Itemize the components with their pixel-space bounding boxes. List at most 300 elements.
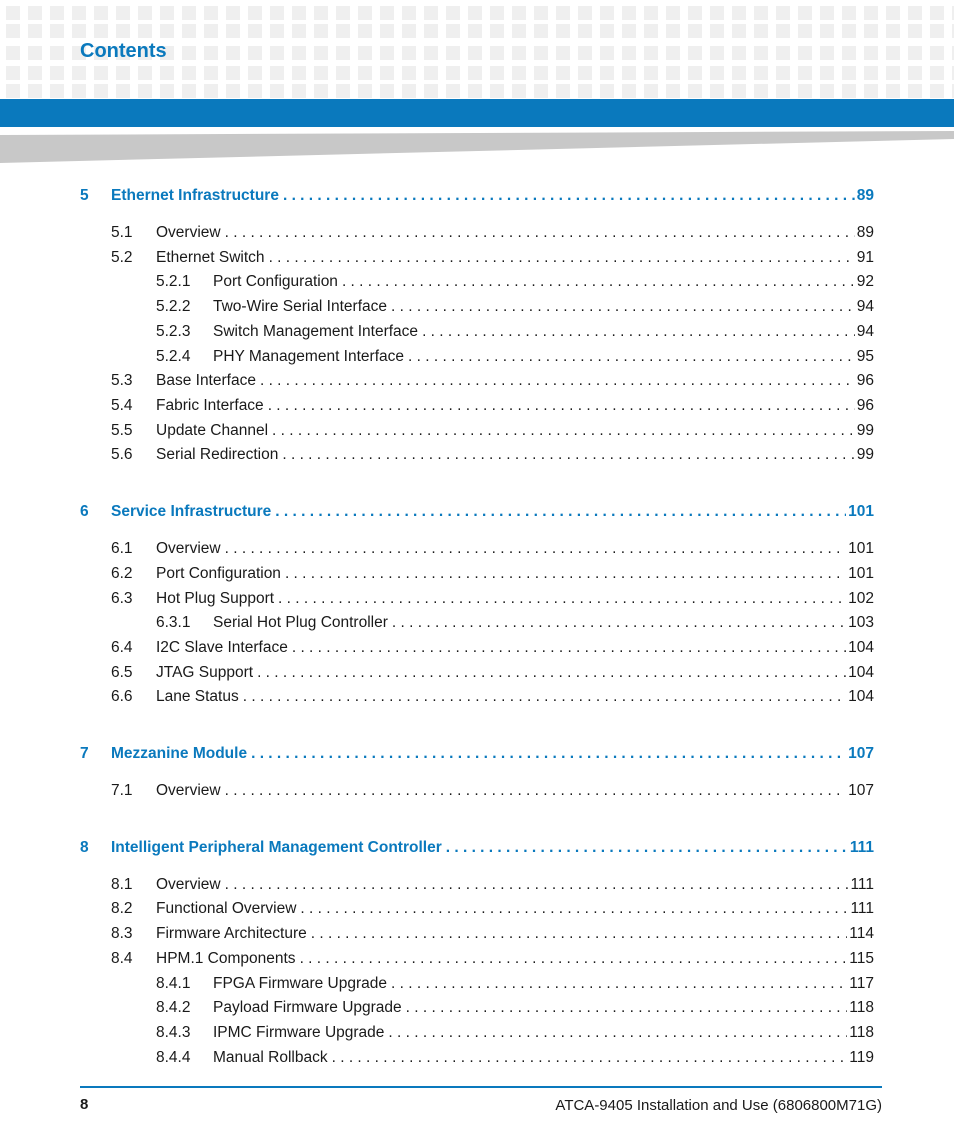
pattern-cell — [270, 46, 284, 60]
pattern-cell — [666, 24, 680, 38]
pattern-cell — [578, 6, 592, 20]
toc-entry[interactable] — [156, 1047, 874, 1069]
pattern-cell — [402, 66, 416, 80]
toc-label[interactable]: Overview — [156, 876, 221, 893]
pattern-cell — [490, 6, 504, 20]
pattern-cell — [644, 84, 658, 98]
pattern-cell — [644, 24, 658, 38]
pattern-cell — [380, 84, 394, 98]
page-title: Contents — [80, 40, 167, 62]
pattern-cell — [534, 6, 548, 20]
toc-entry[interactable] — [156, 1022, 874, 1044]
pattern-cell — [248, 66, 262, 80]
toc-page-number[interactable]: 102 — [848, 590, 874, 607]
toc-leader — [282, 444, 854, 466]
pattern-cell — [182, 84, 196, 98]
toc-label[interactable]: Overview — [156, 782, 221, 799]
pattern-cell — [182, 6, 196, 20]
toc-page-number[interactable]: 118 — [849, 999, 874, 1016]
toc-number: 6.3 — [111, 590, 133, 607]
toc-label[interactable]: Two-Wire Serial Interface — [213, 298, 387, 315]
pattern-cell — [424, 84, 438, 98]
pattern-cell — [490, 84, 504, 98]
pattern-cell — [116, 66, 130, 80]
pattern-cell — [490, 66, 504, 80]
toc-number: 5.2.3 — [156, 323, 191, 340]
pattern-cell — [446, 66, 460, 80]
pattern-cell — [160, 66, 174, 80]
pattern-cell — [776, 84, 790, 98]
pattern-cell — [798, 6, 812, 20]
toc-leader — [391, 973, 847, 995]
pattern-cell — [138, 66, 152, 80]
toc-page-number[interactable]: 115 — [849, 950, 874, 967]
pattern-cell — [886, 84, 900, 98]
toc-label[interactable]: Serial Hot Plug Controller — [213, 614, 388, 631]
pattern-cell — [402, 6, 416, 20]
pattern-cell — [754, 66, 768, 80]
pattern-cell — [820, 24, 834, 38]
toc-page-number[interactable]: 96 — [856, 372, 874, 389]
pattern-cell — [292, 46, 306, 60]
toc-page-number[interactable]: 114 — [849, 925, 874, 942]
toc-entry[interactable] — [111, 637, 874, 659]
toc-page-number[interactable]: 104 — [848, 664, 874, 681]
toc-number: 8.4.3 — [156, 1024, 191, 1041]
pattern-cell — [578, 66, 592, 80]
pattern-cell — [138, 24, 152, 38]
toc-page-number[interactable]: 117 — [849, 975, 874, 992]
toc-leader — [391, 296, 855, 318]
pattern-cell — [534, 46, 548, 60]
pattern-cell — [72, 6, 86, 20]
toc-entry[interactable] — [111, 588, 874, 610]
toc-number: 8.4.4 — [156, 1049, 191, 1066]
toc-entry[interactable] — [80, 743, 874, 765]
pattern-cell — [776, 6, 790, 20]
pattern-cell — [842, 84, 856, 98]
toc-label[interactable]: I2C Slave Interface — [156, 639, 288, 656]
toc-leader — [300, 948, 848, 970]
pattern-cell — [292, 66, 306, 80]
pattern-cell — [28, 24, 42, 38]
pattern-cell — [930, 84, 944, 98]
pattern-cell — [556, 24, 570, 38]
pattern-cell — [402, 24, 416, 38]
pattern-cell — [754, 24, 768, 38]
toc-page-number[interactable]: 104 — [848, 639, 874, 656]
toc-leader — [408, 346, 855, 368]
toc-entry[interactable] — [80, 185, 874, 207]
pattern-cell — [688, 6, 702, 20]
pattern-cell — [798, 66, 812, 80]
toc-page-number[interactable]: 92 — [856, 273, 874, 290]
toc-page-number[interactable]: 94 — [856, 298, 874, 315]
toc-page-number[interactable]: 94 — [856, 323, 874, 340]
pattern-cell — [160, 84, 174, 98]
pattern-cell — [864, 24, 878, 38]
toc-label[interactable]: Update Channel — [156, 422, 269, 439]
pattern-cell — [886, 46, 900, 60]
toc-page-number[interactable]: 107 — [848, 782, 874, 799]
pattern-cell — [820, 66, 834, 80]
toc-entry[interactable] — [111, 420, 874, 442]
toc-entry[interactable] — [111, 247, 874, 269]
pattern-cell — [490, 24, 504, 38]
toc-entry[interactable] — [156, 973, 874, 995]
toc-leader — [257, 662, 846, 684]
toc-page-number[interactable]: 91 — [856, 249, 874, 266]
toc-entry[interactable] — [111, 222, 874, 244]
toc-entry[interactable] — [111, 874, 874, 896]
pattern-cell — [138, 6, 152, 20]
pattern-cell — [314, 6, 328, 20]
header-bar — [0, 99, 954, 127]
pattern-cell — [468, 46, 482, 60]
pattern-cell — [864, 46, 878, 60]
pattern-cell — [732, 6, 746, 20]
pattern-cell — [380, 6, 394, 20]
pattern-cell — [226, 84, 240, 98]
toc-label[interactable]: Ethernet Switch — [156, 249, 265, 266]
toc-leader — [225, 780, 847, 802]
pattern-cell — [666, 84, 680, 98]
toc-label[interactable]: PHY Management Interface — [213, 348, 404, 365]
pattern-cell — [578, 84, 592, 98]
toc-entry[interactable] — [156, 321, 874, 343]
pattern-cell — [28, 84, 42, 98]
pattern-cell — [732, 84, 746, 98]
pattern-cell — [776, 24, 790, 38]
pattern-cell — [6, 6, 20, 20]
toc-number: 6.2 — [111, 565, 133, 582]
pattern-cell — [314, 66, 328, 80]
pattern-cell — [182, 24, 196, 38]
pattern-cell — [754, 84, 768, 98]
toc-label[interactable]: Base Interface — [156, 372, 256, 389]
pattern-cell — [446, 24, 460, 38]
pattern-cell — [226, 6, 240, 20]
toc-leader — [268, 395, 855, 417]
pattern-cell — [732, 24, 746, 38]
toc-number: 6.6 — [111, 688, 133, 705]
pattern-cell — [358, 84, 372, 98]
pattern-cell — [248, 6, 262, 20]
toc-page-number[interactable]: 95 — [856, 348, 874, 365]
toc-label[interactable]: Lane Status — [156, 688, 239, 705]
pattern-cell — [600, 84, 614, 98]
pattern-cell — [886, 66, 900, 80]
pattern-cell — [336, 66, 350, 80]
pattern-cell — [226, 24, 240, 38]
pattern-cell — [622, 6, 636, 20]
pattern-cell — [204, 24, 218, 38]
toc-label[interactable]: Fabric Interface — [156, 397, 264, 414]
pattern-cell — [50, 66, 64, 80]
pattern-cell — [336, 6, 350, 20]
pattern-cell — [226, 66, 240, 80]
pattern-cell — [908, 6, 922, 20]
toc-leader — [388, 1022, 847, 1044]
pattern-cell — [336, 24, 350, 38]
toc-page-number[interactable]: 101 — [848, 565, 874, 582]
pattern-cell — [644, 66, 658, 80]
pattern-cell — [116, 6, 130, 20]
toc-entry[interactable] — [111, 923, 874, 945]
pattern-cell — [270, 6, 284, 20]
toc-label[interactable]: JTAG Support — [156, 664, 254, 681]
pattern-cell — [908, 84, 922, 98]
pattern-cell — [424, 6, 438, 20]
pattern-cell — [270, 66, 284, 80]
toc-label[interactable]: Functional Overview — [156, 900, 297, 917]
pattern-cell — [820, 84, 834, 98]
toc-leader — [292, 637, 846, 659]
toc-page-number[interactable]: 101 — [848, 503, 874, 520]
toc-page-number[interactable]: 103 — [848, 614, 874, 631]
pattern-cell — [380, 46, 394, 60]
pattern-cell — [468, 6, 482, 20]
toc-label[interactable]: Overview — [156, 224, 221, 241]
pattern-cell — [666, 6, 680, 20]
pattern-cell — [842, 6, 856, 20]
toc-entry[interactable] — [156, 296, 874, 318]
toc-number: 8.4.1 — [156, 975, 191, 992]
pattern-cell — [424, 24, 438, 38]
toc-leader — [278, 588, 846, 610]
toc-entry[interactable] — [111, 444, 874, 466]
toc-leader — [446, 837, 848, 859]
pattern-cell — [820, 46, 834, 60]
pattern-cell — [710, 84, 724, 98]
footer-document-title: ATCA-9405 Installation and Use (6806800M71G) — [555, 1097, 882, 1114]
toc-entry[interactable] — [156, 271, 874, 293]
pattern-cell — [6, 24, 20, 38]
toc-page-number[interactable]: 104 — [848, 688, 874, 705]
toc-label[interactable]: Mezzanine Module — [111, 745, 248, 762]
pattern-cell — [72, 24, 86, 38]
toc-leader — [243, 686, 846, 708]
pattern-cell — [468, 24, 482, 38]
pattern-cell — [248, 46, 262, 60]
pattern-cell — [358, 24, 372, 38]
pattern-cell — [864, 84, 878, 98]
pattern-cell — [776, 66, 790, 80]
pattern-cell — [204, 66, 218, 80]
toc-number: 5.6 — [111, 446, 133, 463]
toc-number: 8.1 — [111, 876, 133, 893]
pattern-cell — [798, 24, 812, 38]
toc-page-number[interactable]: 111 — [849, 839, 874, 856]
toc-entry[interactable] — [156, 997, 874, 1019]
toc-leader — [251, 743, 846, 765]
toc-leader — [225, 874, 849, 896]
toc-number: 5.2.4 — [156, 348, 191, 365]
toc-page-number[interactable]: 89 — [856, 187, 874, 204]
pattern-cell — [160, 6, 174, 20]
pattern-cell — [688, 46, 702, 60]
toc-page-number[interactable]: 107 — [848, 745, 874, 762]
pattern-cell — [578, 24, 592, 38]
toc-page-number[interactable]: 118 — [849, 1024, 874, 1041]
pattern-cell — [776, 46, 790, 60]
pattern-cell — [380, 66, 394, 80]
toc-leader — [406, 997, 848, 1019]
pattern-cell — [446, 6, 460, 20]
footer-rule — [80, 1086, 882, 1088]
pattern-cell — [358, 6, 372, 20]
pattern-cell — [930, 46, 944, 60]
toc-entry[interactable] — [156, 612, 874, 634]
toc-number: 6.5 — [111, 664, 133, 681]
pattern-cell — [94, 84, 108, 98]
pattern-cell — [842, 24, 856, 38]
toc-label[interactable]: Overview — [156, 540, 221, 557]
pattern-cell — [358, 46, 372, 60]
toc-page-number[interactable]: 99 — [856, 446, 874, 463]
pattern-cell — [116, 84, 130, 98]
pattern-cell — [710, 24, 724, 38]
pattern-cell — [6, 66, 20, 80]
toc-number: 8.3 — [111, 925, 133, 942]
toc-number: 5.2 — [111, 249, 133, 266]
toc-entry[interactable] — [111, 948, 874, 970]
pattern-cell — [798, 46, 812, 60]
toc-page-number[interactable]: 89 — [856, 224, 874, 241]
pattern-cell — [886, 6, 900, 20]
pattern-cell — [72, 66, 86, 80]
pattern-cell — [556, 46, 570, 60]
pattern-cell — [94, 24, 108, 38]
pattern-cell — [842, 46, 856, 60]
pattern-cell — [842, 66, 856, 80]
toc-entry[interactable] — [111, 563, 874, 585]
toc-number: 5.2.2 — [156, 298, 191, 315]
pattern-cell — [424, 46, 438, 60]
pattern-cell — [204, 46, 218, 60]
toc-leader — [311, 923, 848, 945]
toc-page-number[interactable]: 119 — [849, 1049, 874, 1066]
pattern-cell — [28, 6, 42, 20]
pattern-cell — [336, 84, 350, 98]
toc-label[interactable]: Hot Plug Support — [156, 590, 275, 607]
pattern-cell — [226, 46, 240, 60]
toc-number: 6.3.1 — [156, 614, 191, 631]
toc-label[interactable]: Payload Firmware Upgrade — [213, 999, 402, 1016]
toc-label[interactable]: Firmware Architecture — [156, 925, 307, 942]
pattern-cell — [270, 24, 284, 38]
toc-label[interactable]: HPM.1 Components — [156, 950, 296, 967]
toc-label[interactable]: Serial Redirection — [156, 446, 279, 463]
toc-number: 6 — [80, 503, 89, 520]
toc-leader — [283, 185, 855, 207]
pattern-cell — [556, 84, 570, 98]
pattern-cell — [292, 24, 306, 38]
pattern-cell — [358, 66, 372, 80]
toc-number: 5.1 — [111, 224, 133, 241]
toc-page-number[interactable]: 99 — [856, 422, 874, 439]
pattern-cell — [512, 24, 526, 38]
pattern-cell — [710, 6, 724, 20]
toc-entry[interactable] — [111, 538, 874, 560]
toc-number: 8.4 — [111, 950, 133, 967]
pattern-cell — [864, 66, 878, 80]
toc-entry[interactable] — [80, 501, 874, 523]
toc-entry[interactable] — [111, 370, 874, 392]
toc-page-number[interactable]: 101 — [848, 540, 874, 557]
toc-entry[interactable] — [156, 346, 874, 368]
toc-entry[interactable] — [111, 780, 874, 802]
toc-label[interactable]: Intelligent Peripheral Management Controller — [111, 839, 442, 856]
pattern-cell — [688, 24, 702, 38]
pattern-cell — [182, 66, 196, 80]
toc-label[interactable]: Manual Rollback — [213, 1049, 328, 1066]
toc-page-number[interactable]: 96 — [856, 397, 874, 414]
pattern-cell — [644, 46, 658, 60]
pattern-cell — [534, 24, 548, 38]
pattern-cell — [72, 84, 86, 98]
toc-label[interactable]: Switch Management Interface — [213, 323, 419, 340]
toc-page-number[interactable]: 111 — [850, 900, 874, 917]
toc-number: 5 — [80, 187, 89, 204]
pattern-cell — [666, 66, 680, 80]
toc-label[interactable]: IPMC Firmware Upgrade — [213, 1024, 385, 1041]
toc-entry[interactable] — [111, 898, 874, 920]
pattern-cell — [336, 46, 350, 60]
pattern-cell — [204, 6, 218, 20]
pattern-cell — [930, 24, 944, 38]
pattern-cell — [930, 66, 944, 80]
toc-leader — [272, 420, 855, 442]
toc-page-number[interactable]: 111 — [850, 876, 874, 893]
toc-label[interactable]: Port Configuration — [213, 273, 338, 290]
pattern-cell — [160, 24, 174, 38]
pattern-cell — [512, 84, 526, 98]
pattern-cell — [864, 6, 878, 20]
pattern-cell — [314, 84, 328, 98]
toc-leader — [275, 501, 846, 523]
pattern-cell — [534, 66, 548, 80]
toc-leader — [332, 1047, 848, 1069]
toc-leader — [392, 612, 846, 634]
toc-leader — [422, 321, 855, 343]
pattern-cell — [688, 84, 702, 98]
pattern-cell — [424, 66, 438, 80]
pattern-cell — [512, 6, 526, 20]
pattern-cell — [600, 66, 614, 80]
toc-number: 5.5 — [111, 422, 133, 439]
toc-entry[interactable] — [111, 662, 874, 684]
toc-label[interactable]: FPGA Firmware Upgrade — [213, 975, 387, 992]
pattern-cell — [556, 66, 570, 80]
toc-number: 5.4 — [111, 397, 133, 414]
pattern-cell — [50, 46, 64, 60]
pattern-cell — [204, 84, 218, 98]
toc-entry[interactable] — [111, 686, 874, 708]
pattern-cell — [248, 24, 262, 38]
toc-entry[interactable] — [80, 837, 874, 859]
toc-entry[interactable] — [111, 395, 874, 417]
toc-label[interactable]: Ethernet Infrastructure — [111, 187, 279, 204]
pattern-cell — [578, 46, 592, 60]
toc-label[interactable]: Service Infrastructure — [111, 503, 272, 520]
toc-leader — [342, 271, 855, 293]
pattern-cell — [732, 46, 746, 60]
pattern-cell — [908, 46, 922, 60]
toc-label[interactable]: Port Configuration — [156, 565, 281, 582]
header-wedge — [0, 131, 954, 163]
pattern-cell — [270, 84, 284, 98]
